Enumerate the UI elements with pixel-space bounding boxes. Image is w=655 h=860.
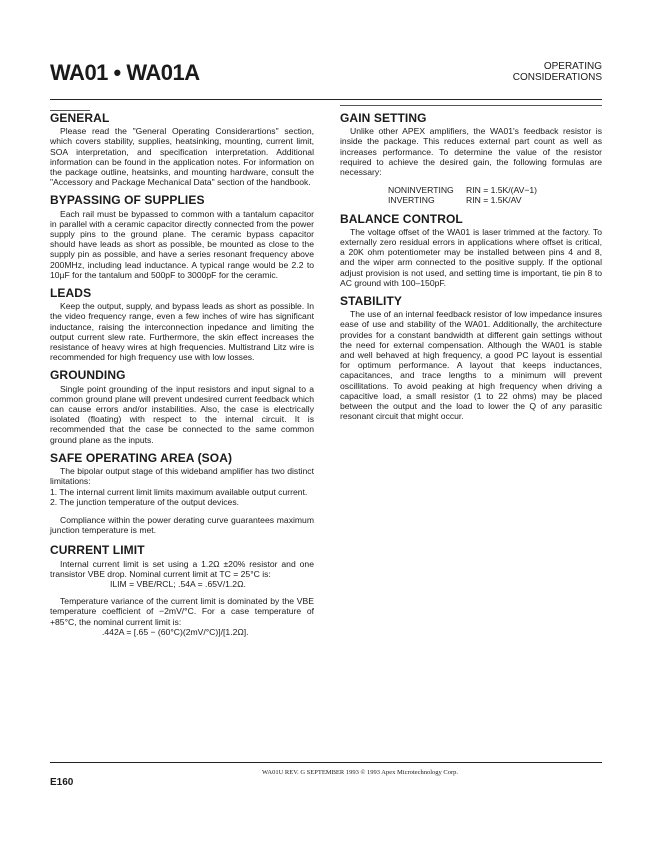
stability-text: The use of an internal feedback resistor of low impedance insures ease of use and stability of the WA01. Additionally, the architecture provides for a constant bandwidth at different gain settings without the need for external compensation. Although the WA01 is stable and well behaved at high frequency, a good PC layout is essential for optimum performance. A layout that keeps inductances, capacitances, and trace lengths to a minimum will prevent oscillitations. To avoid peaking at high frequency when driving a capacitive load, a small resistor (1 to 22 ohms) may be placed between the output and the load to lower the Q of any parasitic resonant circuit that might occur. — [340, 309, 602, 422]
balance-heading: BALANCE CONTROL — [340, 211, 463, 226]
document-title: WA01 • WA01A — [50, 60, 200, 85]
leads-section — [50, 288, 314, 362]
stability-heading: STABILITY — [340, 294, 403, 309]
leads-text: Keep the output, supply, and bypass leads as short as possible. In the video frequency range, even a few inches of wire has significant inductance, raising the interconnection inpedance and limiting the output current slew rate. Furthermore, the skin effect increases the resistance of heavy wires at high frequencies. Multistrand Litz wire is recommended for high frequency use with low losses. — [50, 301, 314, 363]
bypass-heading: BYPASSING OF SUPPLIES — [50, 193, 205, 208]
inverting-label: INVERTING — [388, 195, 435, 206]
soa-text-2: Compliance within the power derating curve guarantees maximum junction temperature is met. — [50, 514, 314, 536]
section-header-line2: CONSIDERATIONS — [512, 72, 602, 83]
soa-list-item-1: 1. The internal current limit limits maximum available output current. — [50, 486, 308, 497]
left-column — [50, 113, 314, 645]
current-limit-section — [50, 545, 314, 637]
soa-heading: SAFE OPERATING AREA (SOA) — [50, 450, 233, 465]
bypass-text: Each rail must be bypassed to common with a tantalum capacitor in parallel with a ceramic capacitor directly connected from the power supply pins to the ground plane. The ceramic bypass capacitor should have leads as short as possible, be mounted as close to the supply pin as possible, and have a series resonant frequency above 200MHz, including lead inductance. A typical range would be 2.2 to 10µF for the tantalum and 500pF to 3000pF for the ceramic. — [50, 208, 314, 280]
balance-section — [340, 211, 602, 288]
grounding-heading: GROUNDING — [50, 368, 126, 383]
soa-list-item-2: 2. The junction temperature of the output devices. — [50, 496, 240, 507]
gain-heading: GAIN SETTING — [340, 111, 427, 125]
stability-section — [340, 296, 602, 421]
current-limit-equation-2: .442A = [.65 − (60°C)(2mV/°C)]/[1.2Ω]. — [102, 626, 249, 637]
grounding-text: Single point grounding of the input resistors and input signal to a common ground plane will prevent undesired current feedback which can cause errors and/or instabilities. Also, the case is electrically isolated (floating) with respect to the internal circuit. It is recommended that the case be connected to the same common ground plane as the inputs. — [50, 383, 314, 445]
footer-rule — [50, 762, 602, 763]
general-heading: GENERAL — [50, 111, 110, 125]
leads-heading: LEADS — [50, 286, 92, 301]
inverting-formula: RIN = 1.5K/AV — [466, 195, 522, 206]
header-rule — [50, 99, 602, 100]
general-text: Please read the "General Operating Considerartions" section, which covers stability, supplies, heatsinking, mounting, current limit, SOA interpretation, and specification interpretation. Additional information can be found in the application notes. For information on the package outline, heatsinks, and mounting hardware, consult the "Accessory and Package Mechanical Data" section of the handbook. — [50, 126, 314, 188]
footer-revision-note: WA01U REV. G SEPTEMBER 1993 © 1993 Apex Microtechnology Corp. — [261, 769, 459, 776]
current-limit-text-1: Internal current limit is set using a 1.2Ω ±20% resistor and one transistor VBE drop. Nominal current limit at TC = 25°C is: — [50, 558, 314, 579]
section-header — [470, 61, 602, 83]
balance-text: The voltage offset of the WA01 is laser trimmed at the factory. To externally zero residual errors in applications where offset is critical, a 20K ohm potentiometer may be installed between pins 4 and 8, and the wiper arm connected to the positive supply. If the optional adjust provision is not used, and setting time is important, tie pin 8 to AC ground with 100–150pF. — [340, 226, 602, 288]
current-limit-equation-1: ILIM = VBE/RCL; .54A = .65V/1.2Ω. — [110, 578, 246, 589]
gain-section — [340, 113, 602, 206]
noninverting-formula: RIN = 1.5K/(AV−1) — [466, 185, 538, 196]
soa-section — [50, 450, 314, 536]
gain-formulas — [388, 185, 602, 205]
right-column — [340, 113, 602, 429]
section-header-line1: OPERATING — [543, 61, 602, 72]
grounding-section — [50, 370, 314, 444]
noninverting-label: NONINVERTING — [388, 185, 454, 196]
general-section — [50, 113, 314, 187]
current-limit-text-2: Temperature variance of the current limit is dominated by the VBE temperature coefficient of −2mV/°C. For a case temperature of +85°C, the nominal current limit is: — [50, 596, 314, 627]
page-number: E160 — [50, 777, 74, 788]
soa-text-1: The bipolar output stage of this wideband amplifier has two distinct limitations: — [50, 466, 314, 487]
right-top-rule — [340, 105, 602, 106]
gain-text: Unlike other APEX amplifiers, the WA01's feedback resistor is inside the package. This reduces external part count as well as increases performance. To determine the value of the resistor required to achieve the desired gain, the following formulas are necessary: — [340, 126, 602, 178]
bypass-section — [50, 195, 314, 280]
current-limit-heading: CURRENT LIMIT — [50, 543, 145, 558]
